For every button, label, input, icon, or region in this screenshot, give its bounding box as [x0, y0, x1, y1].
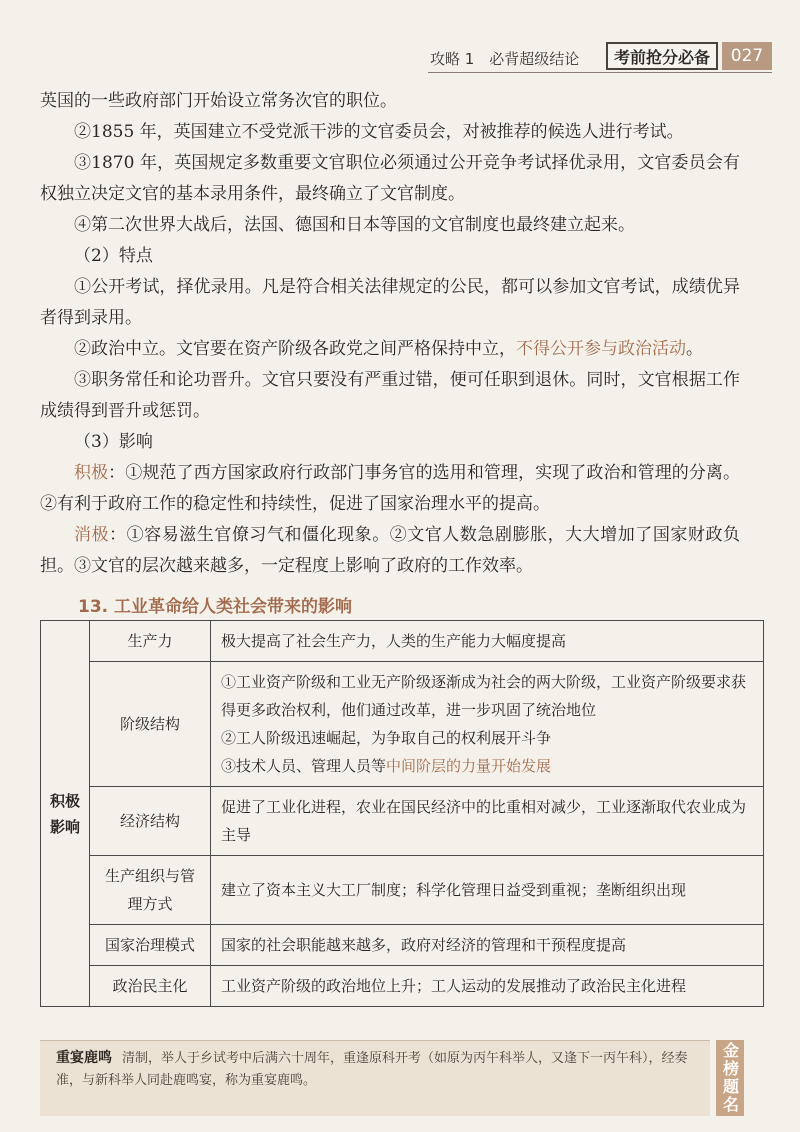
- row-text: 建立了资本主义大工厂制度；科学化管理日益受到重视；垄断组织出现: [211, 856, 764, 925]
- table-row: [41, 621, 764, 662]
- row-text: 促进了工业化进程，农业在国民经济中的比重相对减少，工业逐渐取代农业成为主导: [211, 787, 764, 856]
- row-name: 生产组织与管理方式: [90, 856, 211, 925]
- category-cell: 积极影响: [41, 621, 90, 1007]
- footer-note: [40, 1040, 710, 1116]
- table-row: [41, 787, 764, 856]
- subheading-features: （2）特点: [74, 246, 153, 266]
- table-row: [41, 925, 764, 966]
- table-row: [41, 966, 764, 1007]
- text: ③技术人员、管理人员等: [221, 757, 387, 775]
- row-name: 政治民主化: [90, 966, 211, 1007]
- section-title: 13. 工业革命给人类社会带来的影响: [78, 597, 353, 617]
- table-row: [41, 856, 764, 925]
- footer-text: 清制，举人于乡试考中后满六十周年，重逢原科开考（如原为丙午科举人，又逢下一丙午科），经奏准，与新科举人同赴鹿鸣宴，称为重宴鹿鸣。: [56, 1051, 688, 1088]
- paragraph: 英国的一些政府部门开始设立常务次官的职位。: [40, 91, 397, 111]
- text: ：①规范了西方国家政府行政部门事务官的选用和管理，实现了政治和管理的分离。②有利于政府工作的稳定性和持续性，促进了国家治理水平的提高。: [40, 463, 741, 514]
- main-content: [40, 86, 740, 582]
- row-text: 国家的社会职能越来越多，政府对经济的管理和干预程度提高: [211, 925, 764, 966]
- row-name: 国家治理模式: [90, 925, 211, 966]
- highlight-text: 中间阶层的力量开始发展: [386, 757, 552, 775]
- page-header: [0, 0, 800, 80]
- row-name: 经济结构: [90, 787, 211, 856]
- paragraph: ④第二次世界大战后，法国、德国和日本等国的文官制度也最终建立起来。: [74, 215, 635, 235]
- row-line: ①工业资产阶级和工业无产阶级逐渐成为社会的两大阶级，工业资产阶级要求获得更多政治权利，他们通过改革，进一步巩固了统治地位: [221, 673, 747, 719]
- row-text: 工业资产阶级的政治地位上升；工人运动的发展推动了政治民主化进程: [211, 966, 764, 1007]
- footer-term: 重宴鹿鸣: [56, 1050, 112, 1066]
- breadcrumb: 攻略 1 必背超级结论: [430, 50, 580, 68]
- row-text: 极大提高了社会生产力，人类的生产能力大幅度提高: [211, 621, 764, 662]
- paragraph: ②1855 年，英国建立不受党派干涉的文官委员会，对被推荐的候选人进行考试。: [74, 122, 684, 142]
- text: ②政治中立。文官要在资产阶级各政党之间严格保持中立，: [74, 339, 516, 359]
- paragraph: ③1870 年，英国规定多数重要文官职位必须通过公开竞争考试择优录用，文官委员会有权独立决定文官的基本录用条件，最终确立了文官制度。: [40, 153, 740, 204]
- row-line: [221, 752, 753, 780]
- paragraph-negative: [40, 520, 740, 582]
- table-row: [41, 662, 764, 787]
- paragraph-positive: [40, 458, 740, 520]
- page-number: 027: [722, 42, 772, 70]
- paragraph: ③职务常任和论功晋升。文官只要没有严重过错，便可任职到退休。同时，文官根据工作成绩得到晋升或惩罚。: [40, 370, 740, 421]
- header-rule: [428, 72, 772, 73]
- impact-table: [40, 620, 764, 1007]
- subheading-impact: （3）影响: [74, 432, 153, 452]
- paragraph: [40, 334, 740, 365]
- row-text: [211, 662, 764, 787]
- paragraph: ①公开考试，择优录用。凡是符合相关法律规定的公民，都可以参加文官考试，成绩优异者得到录用。: [40, 277, 740, 328]
- highlight-text: 不得公开参与政治活动: [516, 339, 686, 359]
- row-line: ②工人阶级迅速崛起，为争取自己的权利展开斗争: [221, 729, 552, 747]
- text: ：①容易滋生官僚习气和僵化现象。②文官人数急剧膨胀，大大增加了国家财政负担。③文官的层次越来越多，一定程度上影响了政府的工作效率。: [40, 525, 741, 576]
- side-badge: 金榜题名: [716, 1040, 744, 1116]
- row-name: 阶级结构: [90, 662, 211, 787]
- row-name: 生产力: [90, 621, 211, 662]
- section-tag: 考前抢分必备: [606, 42, 718, 70]
- negative-label: 消极: [74, 525, 110, 545]
- text: 。: [686, 339, 703, 359]
- positive-label: 积极: [74, 463, 109, 483]
